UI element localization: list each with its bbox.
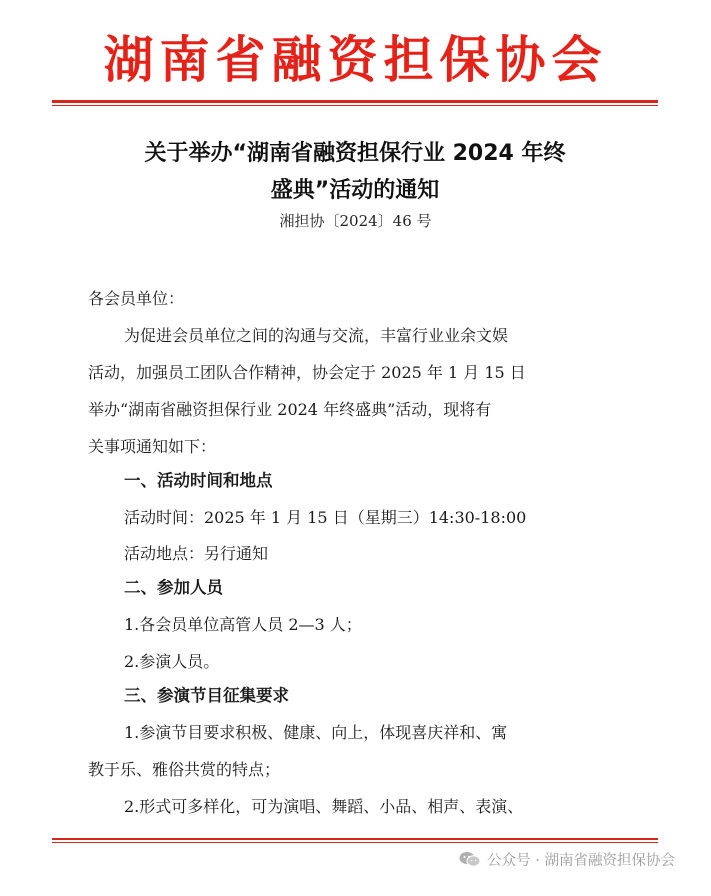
salutation: 各会员单位：	[88, 289, 185, 308]
document-title	[70, 135, 640, 209]
section3-item1-line1: 1.参演节目要求积极、健康、向上，体现喜庆祥和、寓	[124, 723, 508, 742]
section2-heading: 二、参加人员	[124, 578, 223, 597]
wechat-icon	[459, 851, 481, 867]
intro-line-3: 举办“湖南省融资担保行业 2024 年终盛典”活动，现将有	[88, 400, 492, 419]
intro-line-2: 活动，加强员工团队合作精神，协会定于 2025 年 1 月 15 日	[88, 363, 526, 382]
watermark-text: 公众号 · 湖南省融资担保协会	[487, 852, 675, 869]
document-number: 湘担协〔2024〕46 号	[279, 212, 432, 230]
letterhead-divider-thin	[52, 105, 658, 106]
section2-item1: 1.各会员单位高管人员 2—3 人；	[124, 615, 362, 634]
section3-item1-line2: 教于乐、雅俗共赏的特点；	[88, 760, 281, 779]
document-title-line1: 关于举办“湖南省融资担保行业 2024 年终	[144, 141, 566, 166]
section1-place: 活动地点：另行通知	[124, 544, 269, 563]
footer-divider-thin	[52, 842, 658, 843]
section2-item2: 2.参演人员。	[124, 652, 220, 671]
letterhead-org-name: 湖南省融资担保协会	[103, 31, 608, 89]
intro-line-4: 关事项通知如下：	[88, 437, 217, 456]
section1-heading: 一、活动时间和地点	[124, 471, 273, 490]
document-title-line2: 盛典”活动的通知	[270, 178, 440, 203]
section3-heading: 三、参演节目征集要求	[124, 686, 289, 705]
letterhead-divider	[52, 100, 658, 103]
wechat-watermark	[459, 847, 675, 871]
intro-line-1: 为促进会员单位之间的沟通与交流，丰富行业业余文娱	[124, 326, 509, 345]
footer-divider	[52, 838, 658, 840]
section1-time: 活动时间：2025 年 1 月 15 日（星期三）14:30-18:00	[124, 508, 527, 527]
section3-item2-line1: 2.形式可多样化，可为演唱、舞蹈、小品、相声、表演、	[124, 797, 524, 816]
